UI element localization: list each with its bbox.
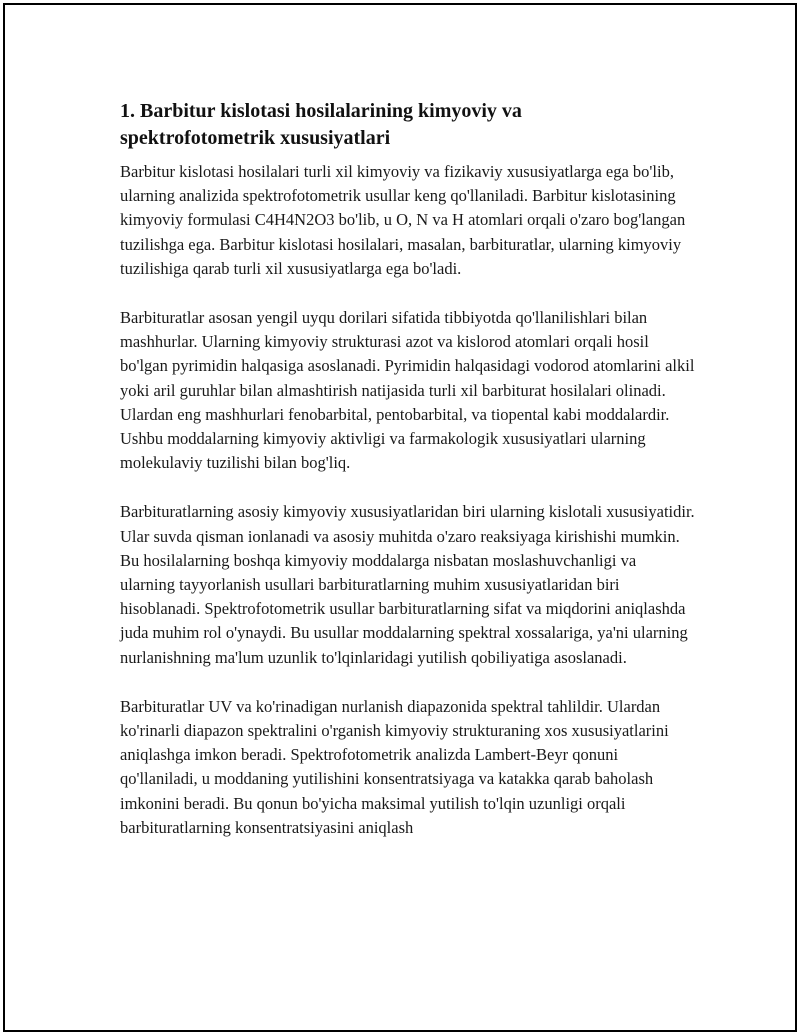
- paragraph-3: Barbituratlarning asosiy kimyoviy xususiyatlaridan biri ularning kislotali xususiyatidir. Ular suvda qisman ionlanadi va asosiy muhitda o'zaro reaksiyaga kirishishi mumkin. Bu hosilalarning boshqa kimyoviy moddalarga nisbatan moslashuvchanligi va ularning tayyorlanish usullari barbituratlarning muhim xususiyatlaridan biri hisoblanadi. Spektrofotometrik usullar barbituratlarning sifat va miqdorini aniqlashda juda muhim rol o'ynaydi. Bu usullar moddalarning spektral xossalariga, ya'ni ularning nurlanishning ma'lum uzunlik to'lqinlaridagi yutilish qobiliyatiga asoslanadi.: [120, 502, 695, 667]
- section-heading: 1. Barbitur kislotasi hosilalarining kimyoviy va spektrofotometrik xususiyatlari: [120, 100, 522, 149]
- document-content: [120, 98, 695, 865]
- paragraph-1: Barbitur kislotasi hosilalari turli xil kimyoviy va fizikaviy xususiyatlarga ega bo'lib, ularning analizida spektrofotometrik usullar keng qo'llaniladi. Barbitur kislotasining kimyoviy formulasi C4H4N2O3 bo'lib, u O, N va H atomlari orqali o'zaro bog'langan tuzilishga ega. Barbitur kislotasi hosilalari, masalan, barbituratlar, ularning kimyoviy tuzilishiga qarab turli xil xususiyatlarga ega bo'ladi.: [120, 162, 686, 278]
- document-page: [3, 3, 797, 1032]
- paragraph-4: Barbituratlar UV va ko'rinadigan nurlanish diapazonida spektral tahlildir. Ulardan ko'rinarli diapazon spektralini o'rganish kimyoviy strukturaning xos xususiyatlarini aniqlashga imkon beradi. Spektrofotometrik analizda Lambert-Beyr qonuni qo'llaniladi, u moddaning yutilishini konsentratsiyaga va katakka qarab baholash imkonini beradi. Bu qonun bo'yicha maksimal yutilish to'lqin uzunligi orqali barbituratlarning konsentratsiyasini aniqlash: [120, 696, 669, 837]
- paragraph-2: Barbituratlar asosan yengil uyqu dorilari sifatida tibbiyotda qo'llanilishlari bilan mashhurlar. Ularning kimyoviy strukturasi azot va kislorod atomlari orqali hosil bo'lgan pyrimidin halqasiga asoslanadi. Pyrimidin halqasidagi vodorod atomlarini alkil yoki aril guruhlar bilan almashtirish natijasida turli xil barbiturat hosilalari olinadi. Ulardan eng mashhurlari fenobarbital, pentobarbital, va tiopental kabi moddalardir. Ushbu moddalarning kimyoviy aktivligi va farmakologik xususiyatlari ularning molekulaviy tuzilishi bilan bog'liq.: [120, 308, 695, 473]
